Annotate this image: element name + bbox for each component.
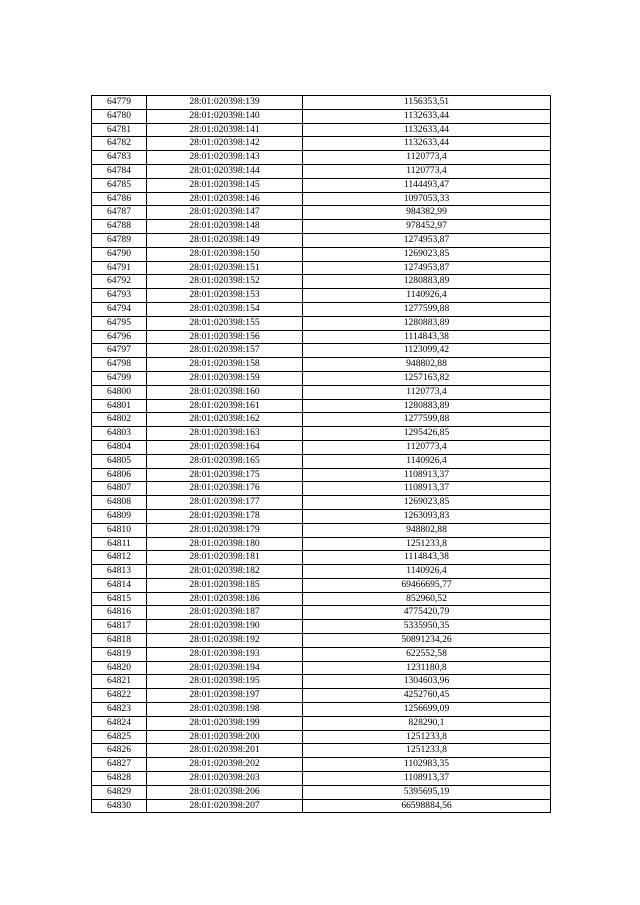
row-number-cell: 64789 — [92, 233, 147, 247]
cadastral-number-cell: 28:01:020398:192 — [147, 634, 303, 648]
table-row — [92, 744, 551, 758]
cadastral-number-cell: 28:01:020398:175 — [147, 468, 303, 482]
row-number-cell: 64811 — [92, 537, 147, 551]
cadastral-number-cell: 28:01:020398:159 — [147, 371, 303, 385]
table-row — [92, 730, 551, 744]
cadastral-number-cell: 28:01:020398:148 — [147, 220, 303, 234]
row-number-cell: 64815 — [92, 592, 147, 606]
cadastral-value-cell: 1251233,8 — [303, 744, 551, 758]
cadastral-number-cell: 28:01:020398:185 — [147, 578, 303, 592]
cadastral-value-cell: 828290,1 — [303, 716, 551, 730]
table-row — [92, 578, 551, 592]
cadastral-number-cell: 28:01:020398:199 — [147, 716, 303, 730]
cadastral-value-cell: 1108913,37 — [303, 468, 551, 482]
cadastral-number-cell: 28:01:020398:163 — [147, 427, 303, 441]
cadastral-value-cell: 1269023,85 — [303, 496, 551, 510]
cadastral-value-cell: 1132633,44 — [303, 137, 551, 151]
table-row — [92, 151, 551, 165]
cadastral-value-table — [91, 95, 551, 813]
row-number-cell: 64784 — [92, 164, 147, 178]
cadastral-value-cell: 948802,88 — [303, 523, 551, 537]
row-number-cell: 64793 — [92, 289, 147, 303]
row-number-cell: 64818 — [92, 634, 147, 648]
table-row — [92, 344, 551, 358]
cadastral-value-cell: 1132633,44 — [303, 109, 551, 123]
cadastral-number-cell: 28:01:020398:151 — [147, 261, 303, 275]
cadastral-number-cell: 28:01:020398:143 — [147, 151, 303, 165]
cadastral-number-cell: 28:01:020398:154 — [147, 302, 303, 316]
table-row — [92, 634, 551, 648]
table-row — [92, 772, 551, 786]
table-row — [92, 289, 551, 303]
cadastral-number-cell: 28:01:020398:153 — [147, 289, 303, 303]
cadastral-value-cell: 1156353,51 — [303, 96, 551, 110]
table-row — [92, 399, 551, 413]
cadastral-value-cell: 1274953,87 — [303, 233, 551, 247]
cadastral-number-cell: 28:01:020398:149 — [147, 233, 303, 247]
row-number-cell: 64821 — [92, 675, 147, 689]
table-row — [92, 509, 551, 523]
row-number-cell: 64780 — [92, 109, 147, 123]
cadastral-number-cell: 28:01:020398:202 — [147, 758, 303, 772]
table-row — [92, 620, 551, 634]
cadastral-value-cell: 1108913,37 — [303, 482, 551, 496]
table-row — [92, 537, 551, 551]
row-number-cell: 64830 — [92, 799, 147, 813]
row-number-cell: 64783 — [92, 151, 147, 165]
table-row — [92, 413, 551, 427]
cadastral-number-cell: 28:01:020398:179 — [147, 523, 303, 537]
table-row — [92, 454, 551, 468]
table-row — [92, 220, 551, 234]
cadastral-number-cell: 28:01:020398:200 — [147, 730, 303, 744]
table-row — [92, 606, 551, 620]
table-row — [92, 137, 551, 151]
row-number-cell: 64795 — [92, 316, 147, 330]
cadastral-value-cell: 1304603,96 — [303, 675, 551, 689]
row-number-cell: 64806 — [92, 468, 147, 482]
cadastral-value-cell: 1140926,4 — [303, 289, 551, 303]
cadastral-value-cell: 1114843,38 — [303, 551, 551, 565]
cadastral-value-cell: 1251233,8 — [303, 730, 551, 744]
cadastral-number-cell: 28:01:020398:187 — [147, 606, 303, 620]
cadastral-number-cell: 28:01:020398:186 — [147, 592, 303, 606]
cadastral-number-cell: 28:01:020398:147 — [147, 206, 303, 220]
table-row — [92, 523, 551, 537]
cadastral-value-cell: 1120773,4 — [303, 151, 551, 165]
table-row — [92, 647, 551, 661]
row-number-cell: 64826 — [92, 744, 147, 758]
cadastral-number-cell: 28:01:020398:206 — [147, 785, 303, 799]
row-number-cell: 64807 — [92, 482, 147, 496]
cadastral-value-cell: 4775420,79 — [303, 606, 551, 620]
row-number-cell: 64814 — [92, 578, 147, 592]
cadastral-number-cell: 28:01:020398:158 — [147, 358, 303, 372]
cadastral-value-cell: 1295426,85 — [303, 427, 551, 441]
cadastral-value-cell: 1120773,4 — [303, 440, 551, 454]
cadastral-value-cell: 50891234,26 — [303, 634, 551, 648]
cadastral-value-cell: 1277599,88 — [303, 302, 551, 316]
cadastral-number-cell: 28:01:020398:203 — [147, 772, 303, 786]
cadastral-value-cell: 1132633,44 — [303, 123, 551, 137]
cadastral-number-cell: 28:01:020398:161 — [147, 399, 303, 413]
row-number-cell: 64819 — [92, 647, 147, 661]
cadastral-number-cell: 28:01:020398:180 — [147, 537, 303, 551]
cadastral-value-cell: 1280883,89 — [303, 399, 551, 413]
table-row — [92, 316, 551, 330]
cadastral-number-cell: 28:01:020398:140 — [147, 109, 303, 123]
cadastral-value-cell: 66598884,56 — [303, 799, 551, 813]
cadastral-number-cell: 28:01:020398:194 — [147, 661, 303, 675]
table-row — [92, 358, 551, 372]
cadastral-number-cell: 28:01:020398:197 — [147, 689, 303, 703]
row-number-cell: 64808 — [92, 496, 147, 510]
row-number-cell: 64813 — [92, 565, 147, 579]
row-number-cell: 64797 — [92, 344, 147, 358]
table-row — [92, 675, 551, 689]
row-number-cell: 64785 — [92, 178, 147, 192]
cadastral-value-cell: 1280883,89 — [303, 316, 551, 330]
cadastral-value-cell: 1280883,89 — [303, 275, 551, 289]
row-number-cell: 64809 — [92, 509, 147, 523]
cadastral-number-cell: 28:01:020398:156 — [147, 330, 303, 344]
row-number-cell: 64820 — [92, 661, 147, 675]
row-number-cell: 64800 — [92, 385, 147, 399]
cadastral-number-cell: 28:01:020398:152 — [147, 275, 303, 289]
cadastral-number-cell: 28:01:020398:160 — [147, 385, 303, 399]
table-row — [92, 247, 551, 261]
table-row — [92, 233, 551, 247]
cadastral-value-cell: 1269023,85 — [303, 247, 551, 261]
cadastral-number-cell: 28:01:020398:176 — [147, 482, 303, 496]
cadastral-number-cell: 28:01:020398:178 — [147, 509, 303, 523]
cadastral-value-cell: 69466695,77 — [303, 578, 551, 592]
row-number-cell: 64828 — [92, 772, 147, 786]
cadastral-number-cell: 28:01:020398:198 — [147, 703, 303, 717]
table-row — [92, 192, 551, 206]
table-row — [92, 123, 551, 137]
cadastral-number-cell: 28:01:020398:182 — [147, 565, 303, 579]
row-number-cell: 64781 — [92, 123, 147, 137]
cadastral-value-cell: 5395695,19 — [303, 785, 551, 799]
cadastral-number-cell: 28:01:020398:146 — [147, 192, 303, 206]
cadastral-number-cell: 28:01:020398:139 — [147, 96, 303, 110]
table-row — [92, 799, 551, 813]
row-number-cell: 64829 — [92, 785, 147, 799]
row-number-cell: 64790 — [92, 247, 147, 261]
cadastral-value-cell: 1251233,8 — [303, 537, 551, 551]
row-number-cell: 64786 — [92, 192, 147, 206]
row-number-cell: 64787 — [92, 206, 147, 220]
cadastral-number-cell: 28:01:020398:193 — [147, 647, 303, 661]
row-number-cell: 64802 — [92, 413, 147, 427]
row-number-cell: 64824 — [92, 716, 147, 730]
row-number-cell: 64823 — [92, 703, 147, 717]
table-row — [92, 703, 551, 717]
row-number-cell: 64825 — [92, 730, 147, 744]
row-number-cell: 64812 — [92, 551, 147, 565]
table-row — [92, 592, 551, 606]
cadastral-number-cell: 28:01:020398:144 — [147, 164, 303, 178]
table-row — [92, 302, 551, 316]
table-row — [92, 785, 551, 799]
cadastral-value-cell: 984382,99 — [303, 206, 551, 220]
table-body — [92, 96, 551, 813]
cadastral-number-cell: 28:01:020398:162 — [147, 413, 303, 427]
row-number-cell: 64804 — [92, 440, 147, 454]
table-row — [92, 440, 551, 454]
cadastral-value-cell: 1274953,87 — [303, 261, 551, 275]
cadastral-number-cell: 28:01:020398:145 — [147, 178, 303, 192]
row-number-cell: 64796 — [92, 330, 147, 344]
cadastral-number-cell: 28:01:020398:157 — [147, 344, 303, 358]
cadastral-value-cell: 1263093,83 — [303, 509, 551, 523]
cadastral-number-cell: 28:01:020398:177 — [147, 496, 303, 510]
table-row — [92, 371, 551, 385]
cadastral-value-cell: 1256699,09 — [303, 703, 551, 717]
row-number-cell: 64805 — [92, 454, 147, 468]
row-number-cell: 64791 — [92, 261, 147, 275]
table-row — [92, 716, 551, 730]
cadastral-value-cell: 1140926,4 — [303, 454, 551, 468]
cadastral-value-cell: 948802,88 — [303, 358, 551, 372]
cadastral-value-cell: 1140926,4 — [303, 565, 551, 579]
cadastral-value-cell: 4252760,45 — [303, 689, 551, 703]
table-row — [92, 385, 551, 399]
table-row — [92, 96, 551, 110]
table-row — [92, 330, 551, 344]
row-number-cell: 64792 — [92, 275, 147, 289]
cadastral-number-cell: 28:01:020398:141 — [147, 123, 303, 137]
cadastral-number-cell: 28:01:020398:195 — [147, 675, 303, 689]
cadastral-value-cell: 1114843,38 — [303, 330, 551, 344]
table-row — [92, 206, 551, 220]
cadastral-value-cell: 1277599,88 — [303, 413, 551, 427]
table-row — [92, 565, 551, 579]
cadastral-value-cell: 1102983,35 — [303, 758, 551, 772]
cadastral-number-cell: 28:01:020398:164 — [147, 440, 303, 454]
table-row — [92, 164, 551, 178]
row-number-cell: 64822 — [92, 689, 147, 703]
row-number-cell: 64782 — [92, 137, 147, 151]
table-row — [92, 109, 551, 123]
table-row — [92, 427, 551, 441]
cadastral-value-cell: 852960,52 — [303, 592, 551, 606]
cadastral-value-cell: 1257163,82 — [303, 371, 551, 385]
cadastral-number-cell: 28:01:020398:155 — [147, 316, 303, 330]
table-row — [92, 758, 551, 772]
cadastral-number-cell: 28:01:020398:142 — [147, 137, 303, 151]
row-number-cell: 64816 — [92, 606, 147, 620]
row-number-cell: 64779 — [92, 96, 147, 110]
cadastral-number-cell: 28:01:020398:201 — [147, 744, 303, 758]
row-number-cell: 64798 — [92, 358, 147, 372]
table-row — [92, 468, 551, 482]
table-row — [92, 551, 551, 565]
row-number-cell: 64827 — [92, 758, 147, 772]
cadastral-number-cell: 28:01:020398:165 — [147, 454, 303, 468]
table-row — [92, 261, 551, 275]
row-number-cell: 64817 — [92, 620, 147, 634]
cadastral-value-cell: 1108913,37 — [303, 772, 551, 786]
table-row — [92, 496, 551, 510]
cadastral-number-cell: 28:01:020398:190 — [147, 620, 303, 634]
cadastral-value-cell: 1097053,33 — [303, 192, 551, 206]
row-number-cell: 64810 — [92, 523, 147, 537]
table-row — [92, 482, 551, 496]
cadastral-value-cell: 1231180,8 — [303, 661, 551, 675]
cadastral-value-cell: 1120773,4 — [303, 385, 551, 399]
cadastral-value-cell: 1123099,42 — [303, 344, 551, 358]
table-row — [92, 689, 551, 703]
cadastral-number-cell: 28:01:020398:181 — [147, 551, 303, 565]
table-row — [92, 178, 551, 192]
table-row — [92, 661, 551, 675]
cadastral-value-cell: 1120773,4 — [303, 164, 551, 178]
cadastral-number-cell: 28:01:020398:207 — [147, 799, 303, 813]
table-row — [92, 275, 551, 289]
row-number-cell: 64801 — [92, 399, 147, 413]
cadastral-value-cell: 5335950,35 — [303, 620, 551, 634]
row-number-cell: 64799 — [92, 371, 147, 385]
row-number-cell: 64803 — [92, 427, 147, 441]
cadastral-value-cell: 978452,97 — [303, 220, 551, 234]
cadastral-value-cell: 1144493,47 — [303, 178, 551, 192]
row-number-cell: 64788 — [92, 220, 147, 234]
cadastral-number-cell: 28:01:020398:150 — [147, 247, 303, 261]
row-number-cell: 64794 — [92, 302, 147, 316]
cadastral-value-cell: 622552,58 — [303, 647, 551, 661]
